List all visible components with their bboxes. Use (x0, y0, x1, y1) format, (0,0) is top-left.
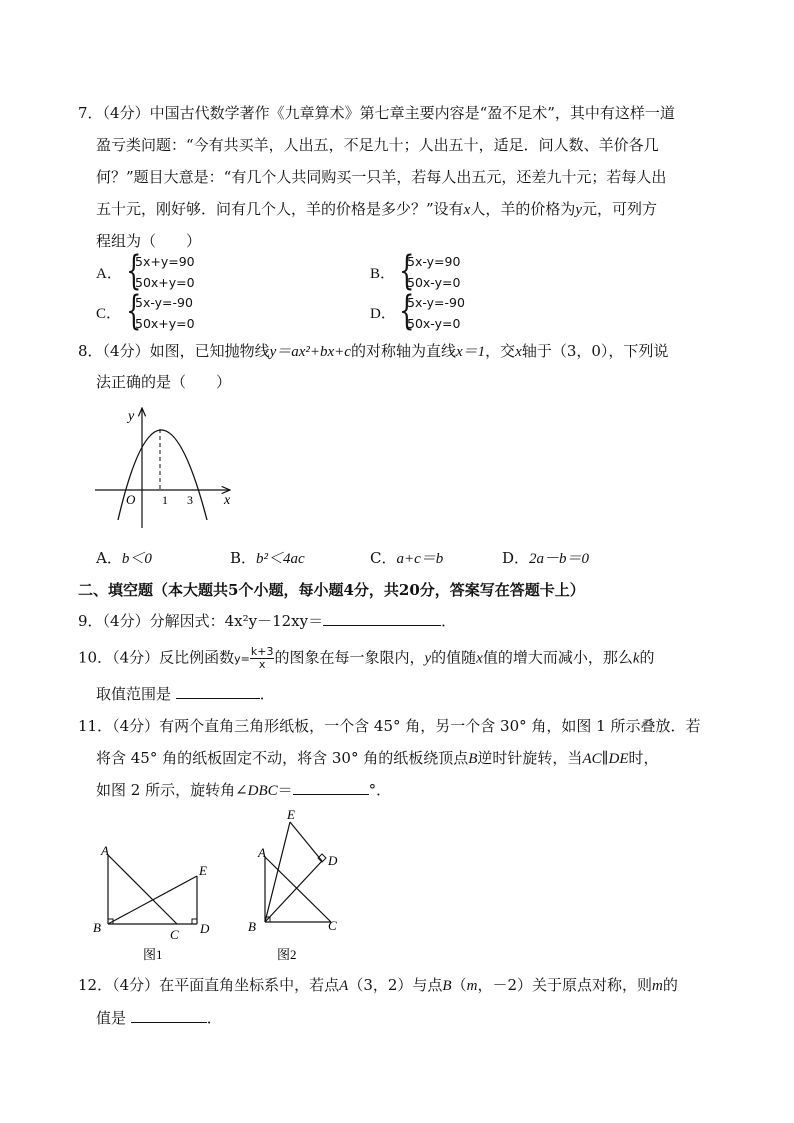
svg-text:A: A (101, 843, 109, 858)
q7-a-eq2: 50x+y=0 (135, 275, 195, 290)
q11-answer-blank[interactable] (293, 780, 369, 795)
svg-text:C: C (328, 918, 337, 933)
q8-option-b[interactable]: B．b²＜4ac (230, 549, 305, 567)
figure-2 (240, 805, 350, 965)
q8-line-2: 法正确的是（ ） (96, 373, 232, 391)
q10-line-2: 取值范围是 ． (96, 685, 275, 703)
figure-2-caption: 图2 (277, 947, 297, 962)
q12-line-1: 12．（4分）在平面直角坐标系中，若点A（3，2）与点B（m，－2）关于原点对称，则m的 (78, 976, 678, 994)
parabola-graph (90, 402, 240, 532)
svg-text:A: A (258, 845, 266, 860)
left-brace-icon: { (126, 248, 142, 294)
q8-line-1: 8．（4分）如图，已知抛物线y＝ax²+bx+c的对称轴为直线x＝1，交x轴于（3，0），下列说 (78, 342, 669, 360)
left-brace-icon: { (126, 288, 142, 334)
q7-a-eq1: 5x+y=90 (135, 254, 195, 269)
x-axis-label: x (224, 493, 231, 508)
q7-line-5: 程组为（ ） (96, 232, 202, 250)
tick-3-label: 3 (187, 493, 193, 507)
svg-text:B: B (93, 920, 101, 935)
q7-c-eq2: 50x+y=0 (135, 316, 195, 331)
q8-option-a[interactable]: A．b＜0 (96, 549, 152, 567)
q12-answer-blank[interactable] (131, 1008, 207, 1023)
q7-d-eq1: 5x-y=-90 (407, 295, 465, 310)
q7-line-2: 盈亏类问题：“今有共买羊，人出五，不足九十；人出五十，适足．问人数、羊价各几 (96, 136, 659, 154)
svg-text:E: E (199, 863, 207, 878)
q7-d-eq2: 50x-y=0 (407, 316, 461, 331)
q7-b-eq2: 50x-y=0 (407, 275, 461, 290)
q11-line-3: 如图 2 所示，旋转角∠DBC＝ °． (96, 781, 392, 799)
q11-line-2: 将含 45° 角的纸板固定不动，将含 30° 角的纸板绕顶点B逆时针旋转，当AC∥DE时， (96, 749, 659, 767)
section-heading-fill-blank: 二、填空题（本大题共5个小题，每小题4分，共20分，答案写在答题卡上） (78, 581, 585, 599)
tick-1-label: 1 (162, 493, 168, 507)
q7-c-eq1: 5x-y=-90 (135, 295, 193, 310)
q9-answer-blank[interactable] (323, 611, 441, 626)
q12-line-2: 值是 ． (96, 1009, 222, 1027)
q8-option-c[interactable]: C．a+c＝b (370, 549, 444, 567)
svg-text:C: C (170, 927, 179, 942)
q7-line-4: 五十元，刚好够．问有几个人，羊的价格是多少？”设有x人，羊的价格为y元，可列方 (96, 200, 658, 218)
q10-answer-blank[interactable] (176, 684, 260, 699)
q8-option-d[interactable]: D．2a－b＝0 (502, 549, 590, 567)
y-axis-label: y (128, 409, 135, 424)
svg-text:D: D (328, 853, 338, 868)
fraction: $\frac{k+3}{x}$ (250, 645, 274, 671)
q9-line: 9．（4分）分解因式：4x²y－12xy＝ ． (78, 612, 457, 630)
q7-b-eq1: 5x-y=90 (407, 254, 461, 269)
left-brace-icon: { (399, 248, 415, 294)
svg-text:B: B (248, 919, 256, 934)
q7-line-1: 7．（4分）中国古代数学著作《九章算术》第七章主要内容是“盈不足术”，其中有这样一道 (78, 104, 675, 122)
svg-text:D: D (200, 921, 210, 936)
figure-1 (88, 840, 218, 965)
svg-text:E: E (287, 807, 295, 822)
left-brace-icon: { (399, 288, 415, 334)
origin-label: O (126, 492, 136, 507)
q11-line-1: 11．（4分）有两个直角三角形纸板，一个含 45° 角，另一个含 30° 角，如图 1 所示叠放．若 (78, 717, 701, 735)
q10-line-1: 10．（4分）反比例函数y= $\frac{k+3}{x}$ 的图象在每一象限内，y的值随x值的增大而减小，那么k的 (78, 645, 655, 671)
figure-1-caption: 图1 (143, 947, 163, 962)
q7-line-3: 何？”题目大意是：“有几个人共同购买一只羊，若每人出五元，还差九十元；若每人出 (96, 168, 667, 186)
